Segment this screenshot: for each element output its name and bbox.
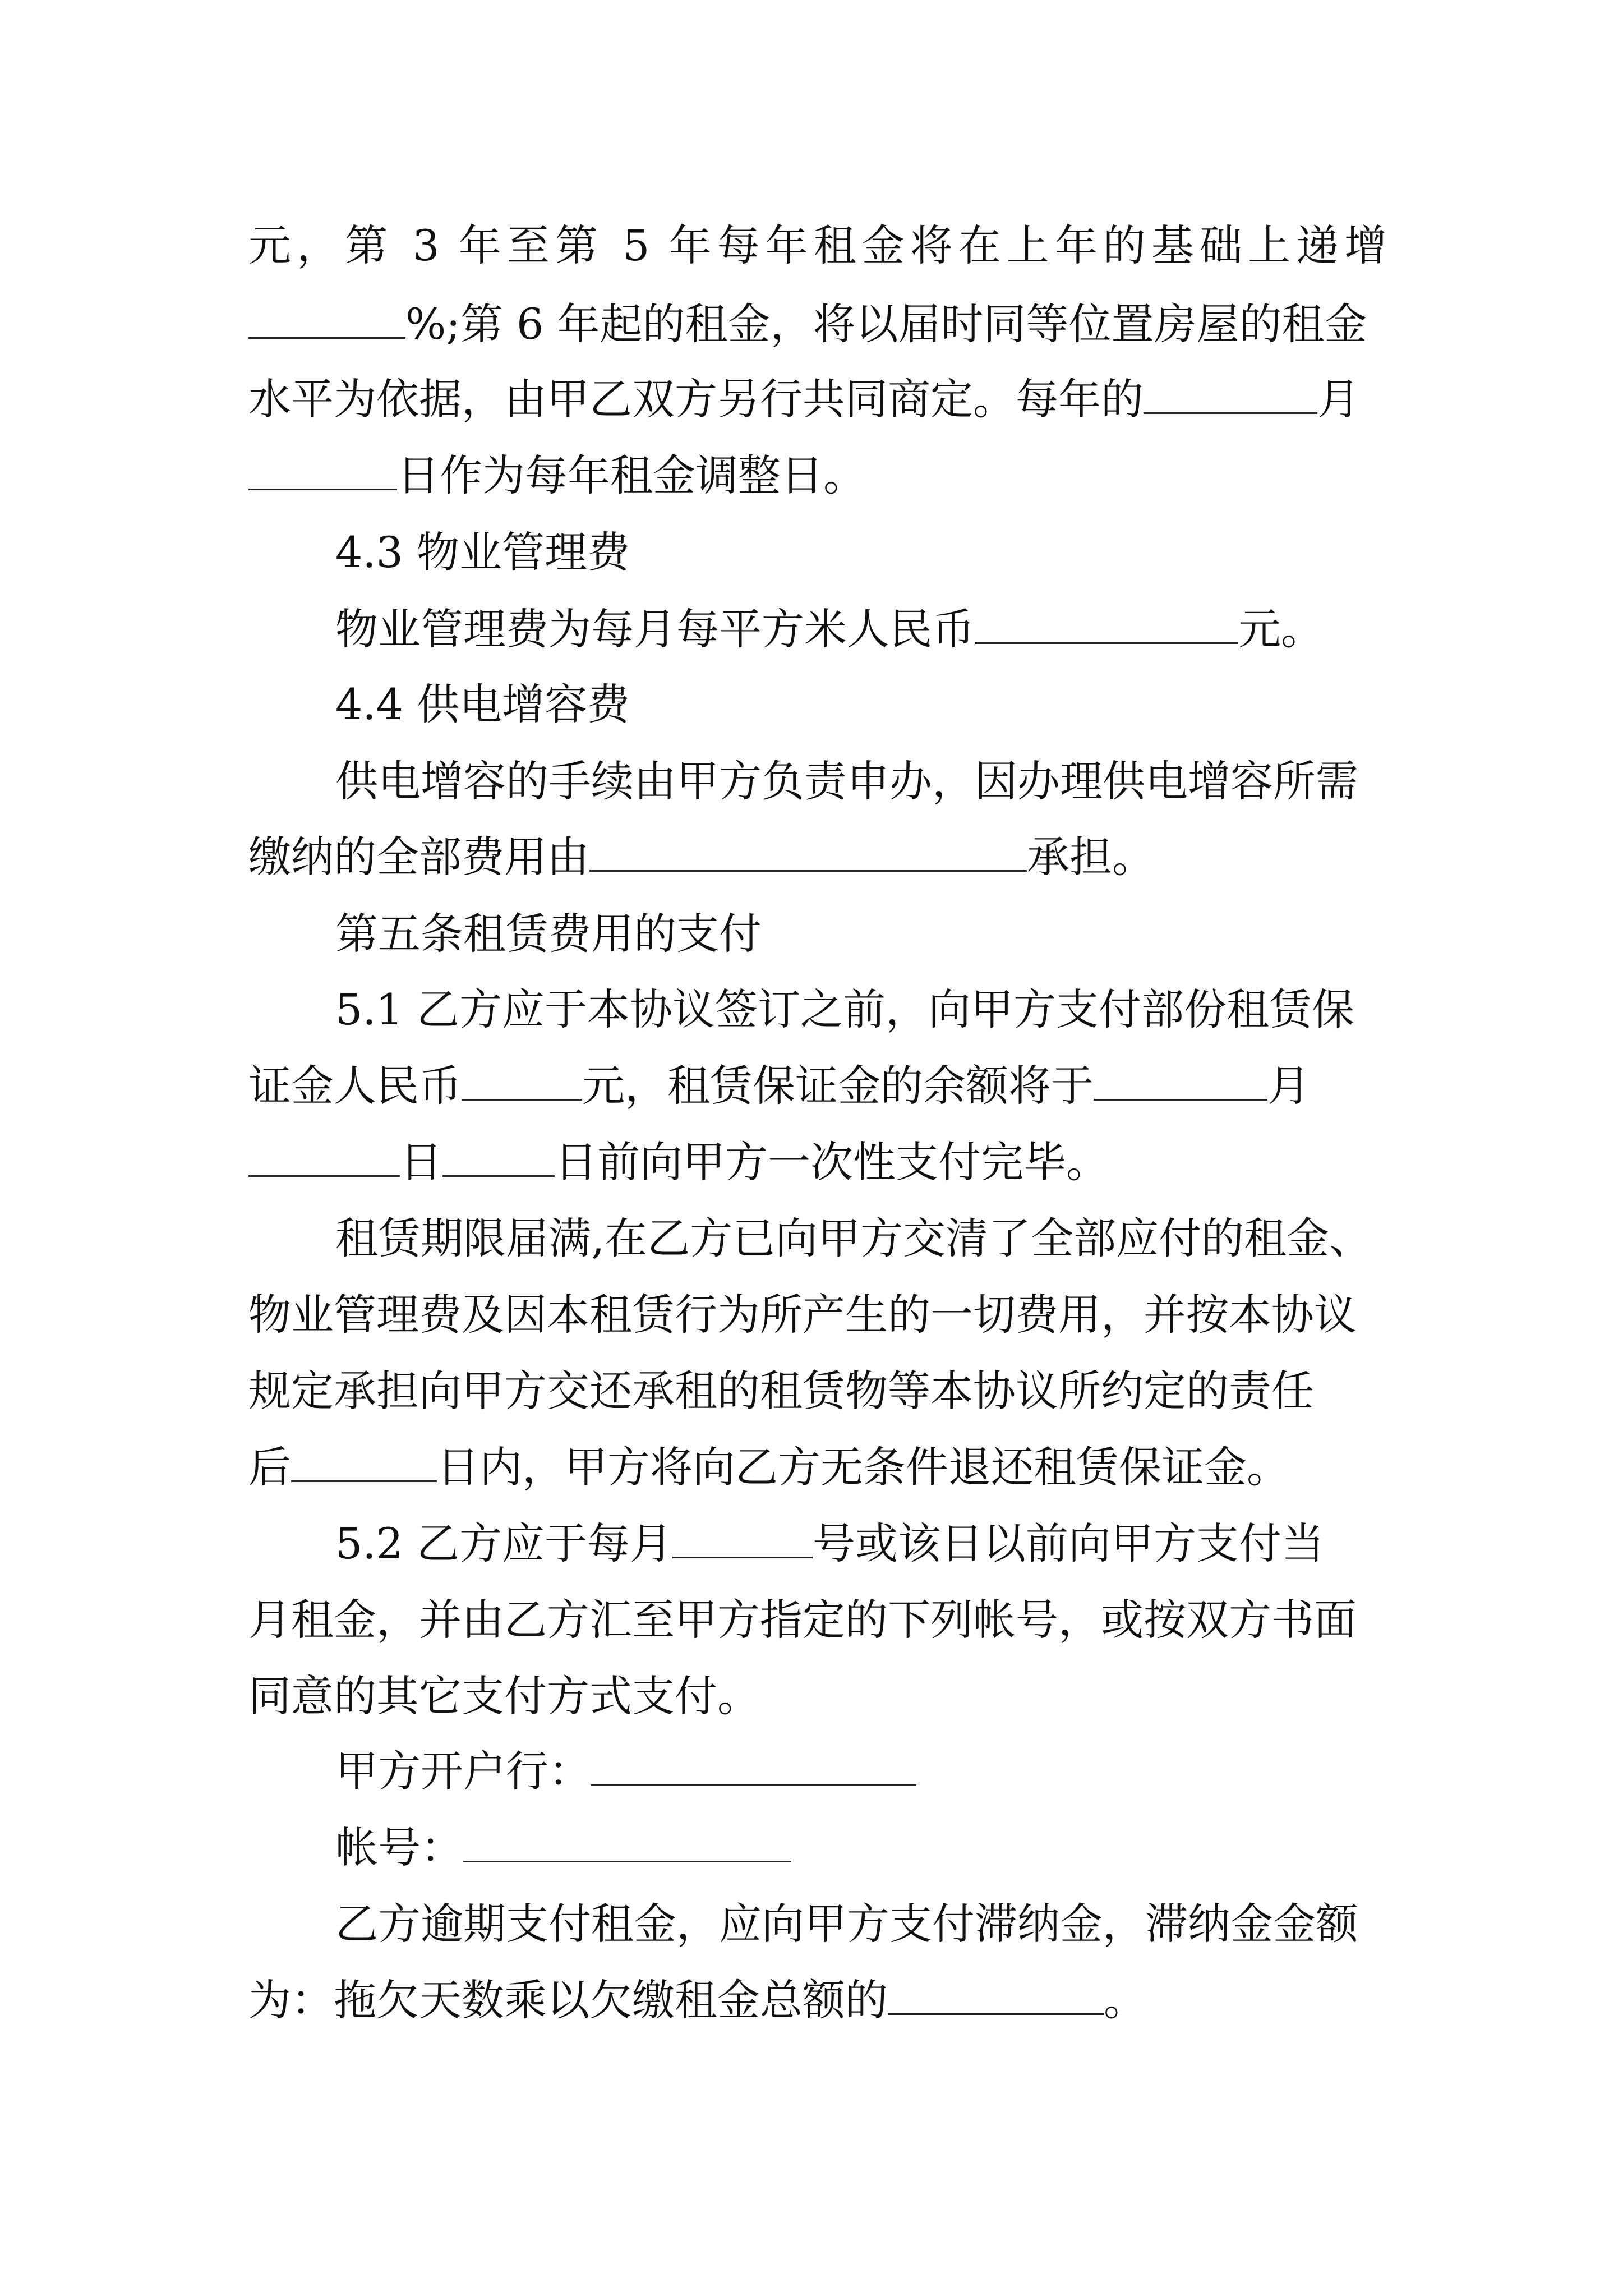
text: 物业管理费及因本租赁行为所产生的一切费用，并按本协议 — [248, 1290, 1357, 1340]
text-line — [248, 297, 1367, 351]
text: 为：拖欠天数乘以欠缴租金总额的 — [248, 1975, 888, 2025]
section-heading — [335, 907, 762, 961]
section-heading — [335, 678, 630, 731]
text: %;第 6 年起的租金，将以届时同等位置房屋的租金 — [405, 299, 1367, 349]
text-line — [248, 1059, 1310, 1113]
fill-blank — [672, 1517, 813, 1558]
text: 日 — [400, 1137, 442, 1187]
text: 月租金，并由乙方汇至甲方指定的下列帐号，或按双方书面 — [248, 1595, 1357, 1645]
text: 日作为每年租金调整日。 — [397, 450, 866, 500]
text-line — [248, 1669, 760, 1723]
text: 月 — [1267, 1061, 1310, 1111]
fill-blank — [442, 1136, 555, 1177]
section-heading — [335, 526, 630, 579]
text: 水平为依据，由甲乙双方另行共同商定。每年的 — [248, 374, 1144, 424]
text: 同意的其它支付方式支付。 — [248, 1671, 760, 1721]
text: 供电增容的手续由甲方负责申办，因办理供电增容所需 — [335, 756, 1358, 806]
text-line — [335, 602, 1324, 656]
fill-blank — [462, 1060, 582, 1101]
fill-blank — [248, 298, 405, 339]
text-line — [248, 1288, 1357, 1342]
text: 证金人民币 — [248, 1061, 462, 1111]
text: 日前向甲方一次性支付完毕。 — [555, 1137, 1109, 1187]
text: 号或该日以前向甲方支付当 — [813, 1519, 1325, 1568]
label: 甲方开户行： — [335, 1746, 591, 1796]
text: 4.3 物业管理费 — [335, 527, 630, 577]
text: 月 — [1317, 374, 1360, 424]
fill-blank — [888, 1974, 1104, 2015]
text: 后 — [248, 1442, 291, 1492]
bank-line — [335, 1745, 916, 1798]
text-line — [248, 1973, 1146, 2027]
text: 元，第 3 年至第 5 年每年租金将在上年的基础上递增 — [248, 220, 1387, 270]
text-line — [335, 1517, 1324, 1571]
text: 物业管理费为每月每平方米人民币 — [335, 604, 975, 654]
text-line — [248, 1441, 1289, 1494]
fill-blank — [591, 1745, 916, 1786]
fill-blank — [248, 449, 397, 490]
text: 缴纳的全部费用由 — [248, 832, 589, 882]
text-line — [335, 1212, 1372, 1266]
fill-blank — [1094, 1060, 1267, 1101]
text-line — [248, 1593, 1357, 1647]
fill-blank — [589, 831, 1027, 872]
fill-blank — [1144, 373, 1317, 414]
text: 5.2 乙方应于每月 — [335, 1519, 673, 1568]
text-line — [335, 1897, 1358, 1951]
text-line — [248, 830, 1155, 884]
text: 。 — [1104, 1975, 1146, 2025]
text-line — [335, 983, 1354, 1037]
label: 帐号： — [335, 1823, 463, 1872]
text-line — [248, 449, 866, 503]
text: 元，租赁保证金的余额将于 — [582, 1061, 1094, 1111]
text-line — [335, 754, 1358, 808]
fill-blank — [291, 1441, 437, 1482]
text: 租赁期限届满,在乙方已向甲方交清了全部应付的租金、 — [335, 1213, 1372, 1263]
fill-blank — [975, 603, 1238, 644]
account-line — [335, 1821, 791, 1875]
text-line — [248, 1135, 1109, 1189]
text: 元。 — [1238, 604, 1324, 654]
text-line — [248, 219, 1387, 273]
text-line — [248, 1364, 1314, 1418]
fill-blank — [463, 1821, 791, 1862]
fill-blank — [248, 1136, 400, 1177]
text: 5.1 乙方应于本协议签订之前，向甲方支付部份租赁保 — [335, 984, 1355, 1034]
text: 承担。 — [1027, 832, 1155, 882]
text: 4.4 供电增容费 — [335, 679, 630, 729]
text: 规定承担向甲方交还承租的租赁物等本协议所约定的责任 — [248, 1366, 1314, 1416]
text: 日内，甲方将向乙方无条件退还租赁保证金。 — [437, 1442, 1289, 1492]
text: 乙方逾期支付租金，应向甲方支付滞纳金，滞纳金金额 — [335, 1899, 1358, 1949]
text-line — [248, 372, 1360, 426]
text: 第五条租赁费用的支付 — [335, 909, 762, 959]
